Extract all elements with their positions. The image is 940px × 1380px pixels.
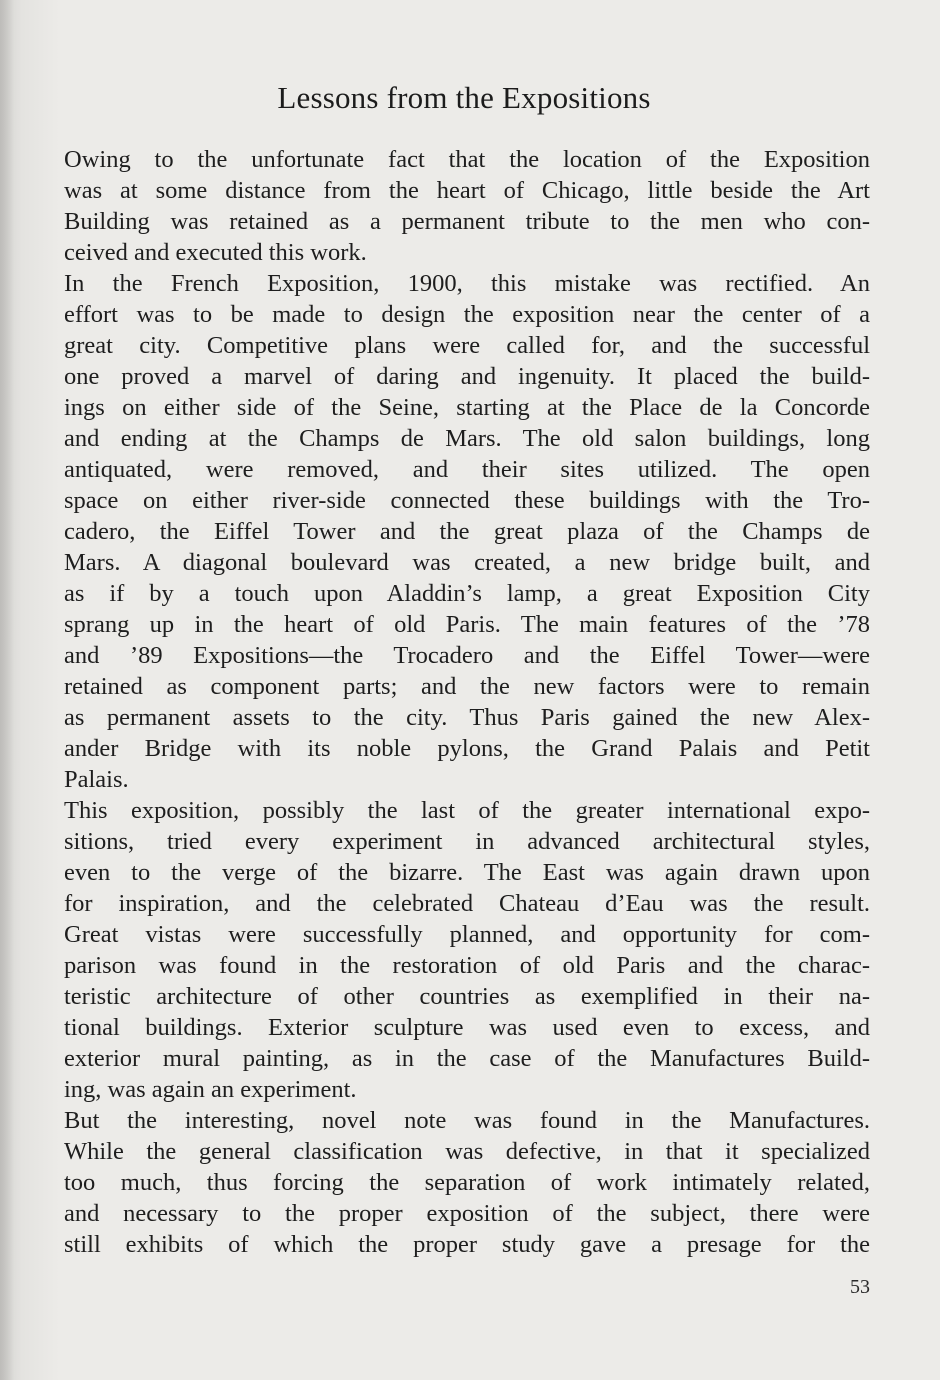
text-line: cadero, the Eiffel Tower and the great plaza of the Champs de (64, 518, 870, 545)
text-line: effort was to be made to design the exposition near the center of a (64, 301, 870, 328)
text-line: This exposition, possibly the last of the greater international expo- (64, 797, 870, 824)
paragraph-2 (64, 268, 870, 795)
text-line: Great vistas were successfully planned, and opportunity for com- (64, 921, 870, 948)
text-line: Palais. (64, 766, 129, 793)
text-line: ander Bridge with its noble pylons, the Grand Palais and Petit (64, 735, 870, 762)
text-line: exterior mural painting, as in the case of the Manufactures Build- (64, 1045, 870, 1072)
gutter-shadow (0, 0, 14, 1380)
text-line: great city. Competitive plans were called for, and the successful (64, 332, 870, 359)
text-line: parison was found in the restoration of old Paris and the charac- (64, 952, 870, 979)
text-line: and ’89 Expositions—the Trocadero and the Eiffel Tower—were (64, 642, 870, 669)
text-line: too much, thus forcing the separation of work intimately related, (64, 1169, 870, 1196)
page-title: Lessons from the Expositions (277, 80, 651, 115)
text-line: Owing to the unfortunate fact that the location of the Exposition (64, 146, 870, 173)
text-line: and ending at the Champs de Mars. The old salon buildings, long (64, 425, 870, 452)
text-line: ing, was again an experiment. (64, 1076, 357, 1103)
text-line: antiquated, were removed, and their sites utilized. The open (64, 456, 870, 483)
paragraph-3 (64, 795, 870, 1105)
text-line: ings on either side of the Seine, starting at the Place de la Concorde (64, 394, 870, 421)
text-line: as if by a touch upon Aladdin’s lamp, a great Exposition City (64, 580, 870, 607)
text-line: ceived and executed this work. (64, 239, 367, 266)
text-line: Mars. A diagonal boulevard was created, a new bridge built, and (64, 549, 870, 576)
text-line: still exhibits of which the proper study gave a presage for the (64, 1231, 870, 1258)
text-line: In the French Exposition, 1900, this mistake was rectified. An (64, 270, 870, 297)
text-line: teristic architecture of other countries as exemplified in their na- (64, 983, 870, 1010)
text-line: retained as component parts; and the new factors were to remain (64, 673, 870, 700)
text-line: tional buildings. Exterior sculpture was used even to excess, and (64, 1014, 870, 1041)
paragraph-4 (64, 1105, 870, 1260)
text-line: sitions, tried every experiment in advanced architectural styles, (64, 828, 870, 855)
text-line: Building was retained as a permanent tribute to the men who con- (64, 208, 870, 235)
paragraph-1 (64, 144, 870, 268)
text-line: for inspiration, and the celebrated Chateau d’Eau was the result. (64, 890, 870, 917)
text-line: sprang up in the heart of old Paris. The main features of the ’78 (64, 611, 870, 638)
text-line: But the interesting, novel note was found in the Manufactures. (64, 1107, 870, 1134)
text-line: as permanent assets to the city. Thus Paris gained the new Alex- (64, 704, 870, 731)
text-line: and necessary to the proper exposition of the subject, there were (64, 1200, 870, 1227)
page-number: 53 (850, 1276, 870, 1298)
text-line: was at some distance from the heart of Chicago, little beside the Art (64, 177, 870, 204)
text-line: one proved a marvel of daring and ingenuity. It placed the build- (64, 363, 870, 390)
body-text (64, 144, 870, 1260)
text-line: space on either river-side connected these buildings with the Tro- (64, 487, 870, 514)
text-line: While the general classification was defective, in that it specialized (64, 1138, 870, 1165)
text-line: even to the verge of the bizarre. The East was again drawn upon (64, 859, 870, 886)
